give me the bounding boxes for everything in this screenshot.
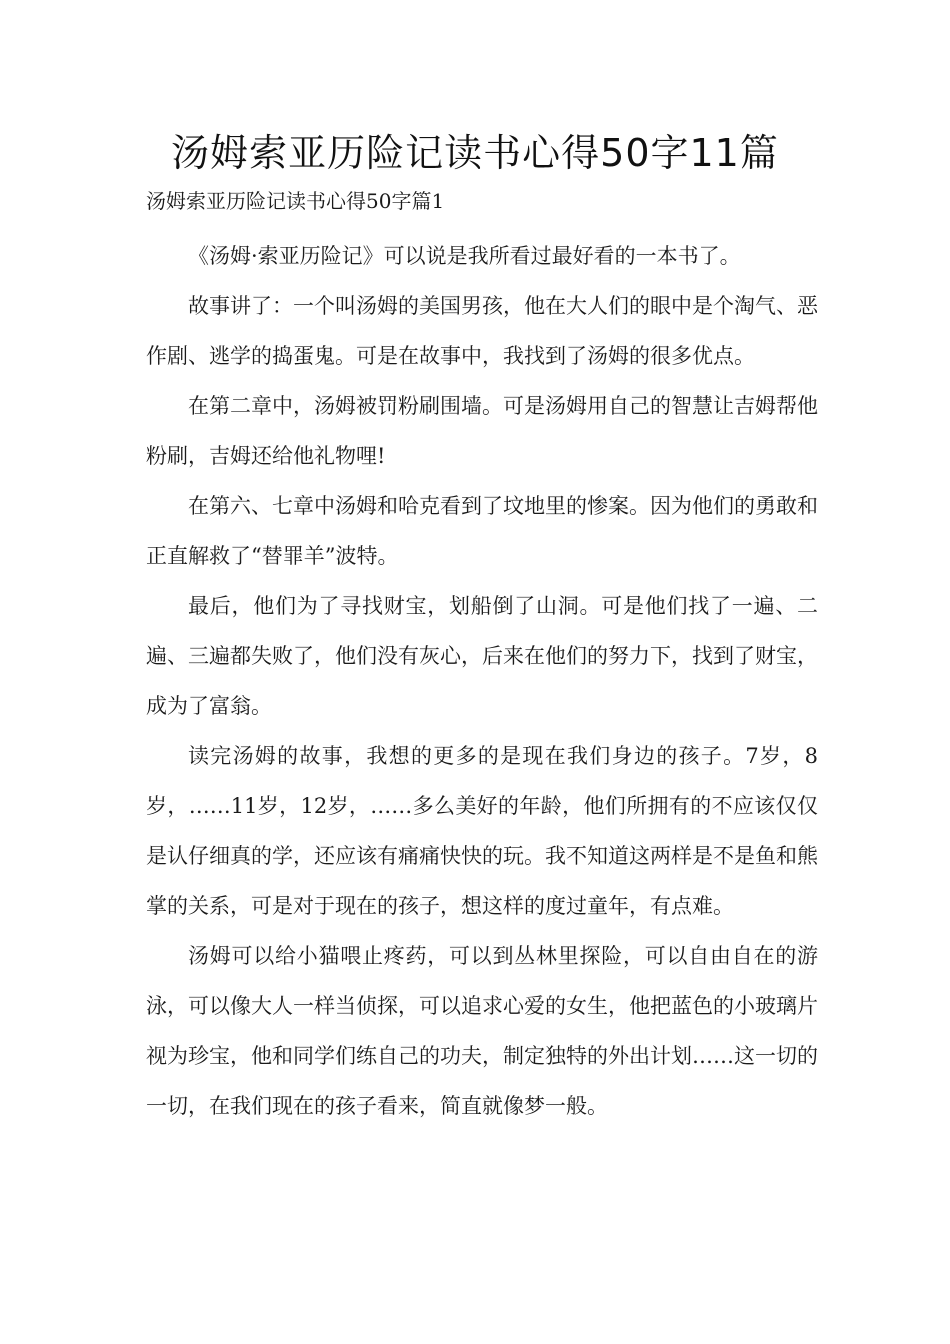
paragraph: 汤姆可以给小猫喂止疼药，可以到丛林里探险，可以自由自在的游泳，可以像大人一样当侦探，可以追求心爱的女生，他把蓝色的小玻璃片视为珍宝，他和同学们练自己的功夫，制定独特的外出计划……这一切的一切，在我们现在的孩子看来，简直就像梦一般。	[146, 944, 818, 1118]
section-heading: 汤姆索亚历险记读书心得50字篇1	[146, 189, 445, 213]
paragraph: 《汤姆·索亚历险记》可以说是我所看过最好看的一本书了。	[188, 244, 741, 268]
paragraph: 在第六、七章中汤姆和哈克看到了坟地里的惨案。因为他们的勇敢和正直解救了“替罪羊”波特。	[146, 494, 818, 568]
paragraph: 故事讲了：一个叫汤姆的美国男孩，他在大人们的眼中是个淘气、恶作剧、逃学的捣蛋鬼。可是在故事中，我找到了汤姆的很多优点。	[146, 294, 818, 368]
document-body	[146, 231, 818, 1131]
paragraph: 读完汤姆的故事，我想的更多的是现在我们身边的孩子。7岁，8岁，……11岁，12岁，……多么美好的年龄，他们所拥有的不应该仅仅是认仔细真的学，还应该有痛痛快快的玩。我不知道这两样是不是鱼和熊掌的关系，可是对于现在的孩子，想这样的度过童年，有点难。	[146, 744, 818, 918]
document-title: 汤姆索亚历险记读书心得50字11篇	[171, 131, 779, 175]
paragraph: 在第二章中，汤姆被罚粉刷围墙。可是汤姆用自己的智慧让吉姆帮他粉刷，吉姆还给他礼物哩!	[146, 394, 818, 468]
paragraph: 最后，他们为了寻找财宝，划船倒了山洞。可是他们找了一遍、二遍、三遍都失败了，他们没有灰心，后来在他们的努力下，找到了财宝，成为了富翁。	[146, 594, 818, 718]
